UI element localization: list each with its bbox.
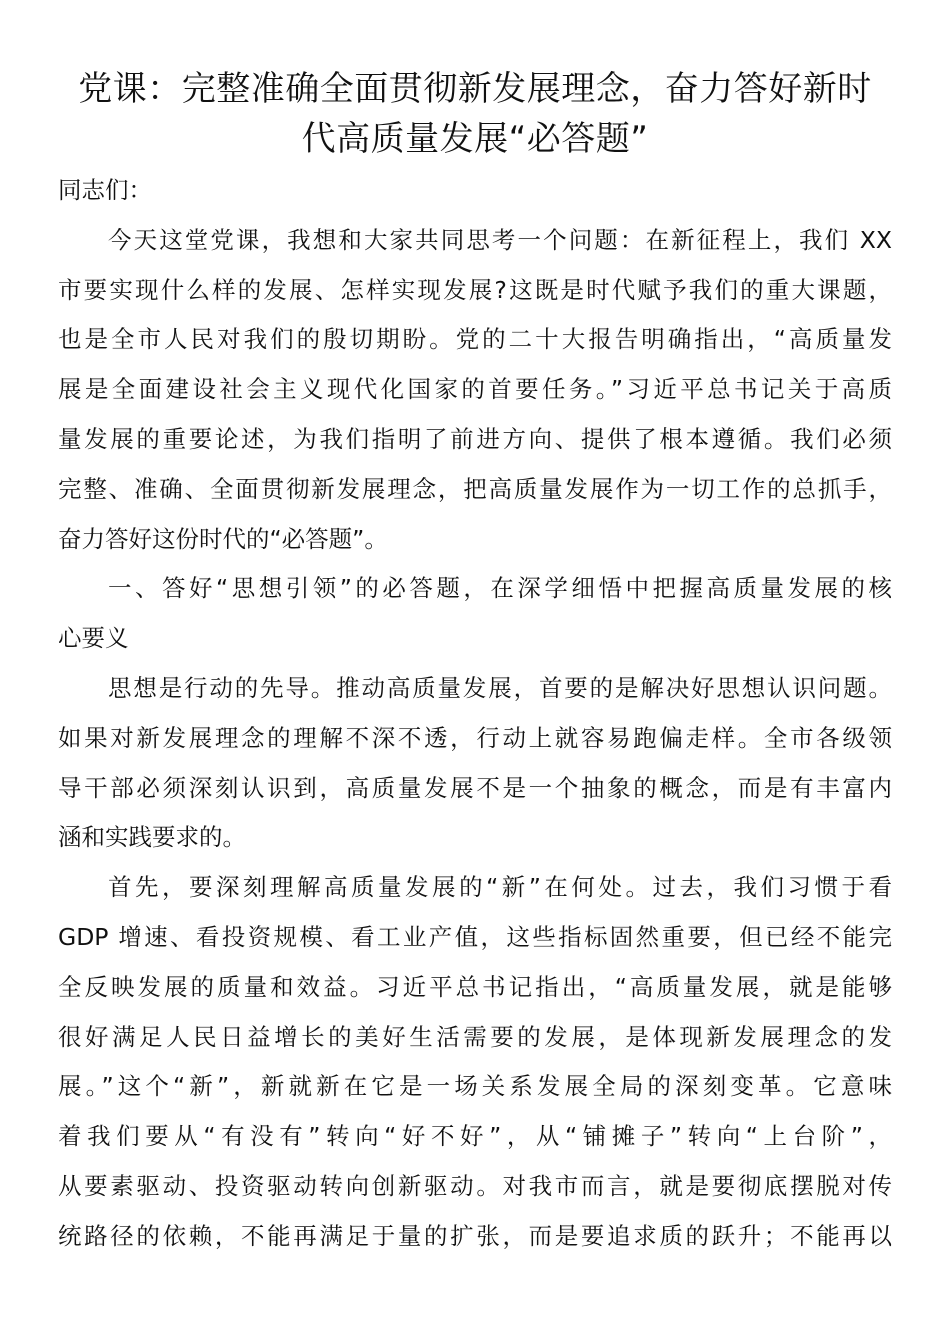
body-line: 奋力答好这份时代的“必答题”。 — [58, 524, 388, 553]
body-line: 展是全面建设社会主义现代化国家的首要任务。”习近平总书记关于高质 — [58, 375, 892, 404]
body-line: 首先，要深刻理解高质量发展的“新”在何处。过去，我们习惯于看 — [108, 873, 892, 902]
body-line: 市要实现什么样的发展、怎样实现发展?这既是时代赋予我们的重大课题， — [58, 275, 892, 304]
section-heading-line: 一、答好“思想引领”的必答题，在深学细悟中把握高质量发展的核 — [108, 574, 892, 603]
body-line: GDP 增速、看投资规模、看工业产值，这些指标固然重要，但已经不能完 — [58, 922, 892, 951]
body-line: 涵和实践要求的。 — [58, 823, 246, 852]
body-line: 今天这堂党课，我想和大家共同思考一个问题：在新征程上，我们 XX — [108, 225, 892, 254]
title-line-1: 党课：完整准确全面贯彻新发展理念，奋力答好新时 — [78, 69, 872, 109]
body-line: 全反映发展的质量和效益。习近平总书记指出，“高质量发展，就是能够 — [58, 972, 892, 1001]
body-line: 量发展的重要论述，为我们指明了前进方向、提供了根本遵循。我们必须 — [58, 424, 892, 453]
body-line: 很好满足人民日益增长的美好生活需要的发展，是体现新发展理念的发 — [58, 1022, 892, 1051]
body-line: 从要素驱动、投资驱动转向创新驱动。对我市而言，就是要彻底摆脱对传 — [58, 1171, 892, 1200]
title-line-2: 代高质量发展“必答题” — [301, 119, 649, 159]
body-line: 着我们要从“有没有”转向“好不好”，从“铺摊子”转向“上台阶”， — [58, 1122, 892, 1151]
body-line: 统路径的依赖，不能再满足于量的扩张，而是要追求质的跃升；不能再以 — [58, 1221, 892, 1250]
document-body — [58, 166, 892, 1262]
body-line: 完整、准确、全面贯彻新发展理念，把高质量发展作为一切工作的总抓手， — [58, 474, 892, 503]
body-line: 导干部必须深刻认识到，高质量发展不是一个抽象的概念，而是有丰富内 — [58, 773, 892, 802]
section-heading-line: 心要义 — [58, 624, 129, 653]
body-line: 如果对新发展理念的理解不深不透，行动上就容易跑偏走样。全市各级领 — [58, 723, 892, 752]
body-line: 思想是行动的先导。推动高质量发展，首要的是解决好思想认识问题。 — [108, 673, 892, 702]
body-line: 也是全市人民对我们的殷切期盼。党的二十大报告明确指出，“高质量发 — [58, 325, 892, 354]
salutation: 同志们： — [58, 176, 152, 204]
body-line: 展。”这个“新”，新就新在它是一场关系发展全局的深刻变革。它意味 — [58, 1072, 892, 1101]
document-title — [58, 64, 892, 164]
